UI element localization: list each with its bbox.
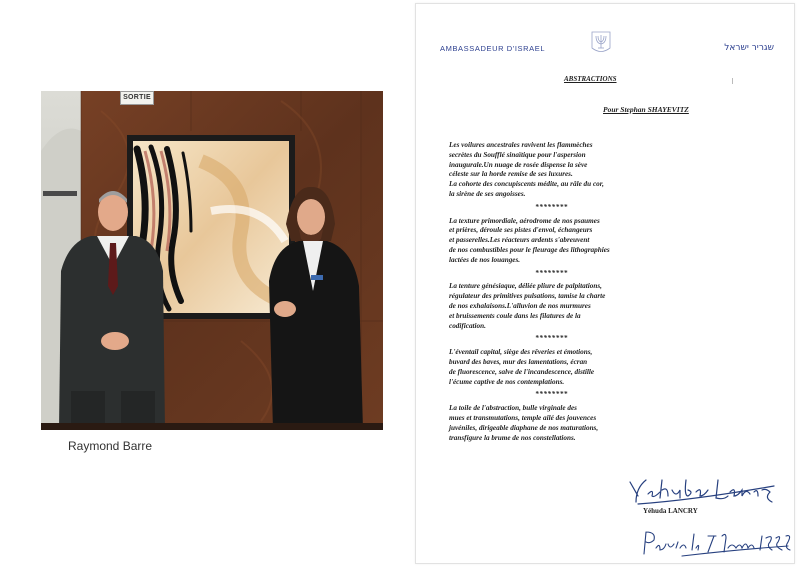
- stanza-separator: ********: [535, 334, 568, 343]
- stanza-4: [449, 348, 654, 387]
- exit-sign: SORTIE: [120, 91, 154, 105]
- poem-line: et prières, déroule ses pistes d'envol, échangeurs: [449, 226, 593, 235]
- poem-line: de nos combustibles pour le fleurage des lithographies: [449, 245, 610, 254]
- stanza-3: [449, 282, 654, 331]
- poem-line: secrètes du Soufflé sinaïtique pour l'aspersion: [449, 150, 586, 159]
- poem-title: ABSTRACTIONS: [564, 75, 617, 83]
- poem-line: La toile de l'abstraction, bulle virginale des: [449, 404, 577, 413]
- letter-page: [415, 3, 795, 564]
- poem-line: lactées de nos louanges.: [449, 255, 521, 264]
- handwritten-place-date: [642, 526, 792, 560]
- margin-mark: [732, 78, 733, 84]
- signer-name: Yéhuda LANCRY: [643, 507, 698, 515]
- photo-scene: [41, 91, 383, 430]
- photo-caption: Raymond Barre: [68, 439, 153, 453]
- stanza-2: [449, 217, 654, 266]
- poem-line: L'éventail capital, siège des rêveries et émotions,: [449, 348, 593, 357]
- poem-line: inaugurale.Un nuage de rosée dispense la sève: [449, 160, 588, 169]
- letterhead-right: שגריר ישראל: [724, 43, 774, 53]
- poem-line: de nos exhalaisons.L'alluvion de nos murmures: [449, 301, 591, 310]
- poem-line: buvard des baves, mur des lamentations, écran: [449, 357, 588, 366]
- poem-body: [449, 141, 654, 443]
- poem-line: juvéniles, dirigeable diaphane de nos maturations,: [449, 423, 599, 432]
- poem-line: codification.: [449, 321, 486, 330]
- poem-line: La tenture génésiaque, déliée pliure de palpitations,: [449, 282, 602, 291]
- poem-dedication: Pour Stephan SHAYEVITZ: [603, 105, 689, 114]
- poem-line: La cohorte des concupiscents médite, au râle du cor,: [449, 180, 604, 189]
- poem-line: et bruissements coule dans les filatures de la: [449, 311, 581, 320]
- poem-line: transfigure la brume de nos constellations.: [449, 433, 576, 442]
- stanza-1: [449, 141, 654, 200]
- poem-line: mues et transmutations, temple ailé des jouvences: [449, 413, 597, 422]
- poem-line: Les voilures ancestrales ravivent les flammèches: [449, 141, 593, 149]
- handwritten-signature: [624, 474, 784, 508]
- poem-line: la sirène de ses angoisses.: [449, 189, 526, 198]
- poem-line: et passerelles.Les réacteurs ardents s'abreuvent: [449, 236, 590, 245]
- photograph: [41, 91, 383, 430]
- poem-line: l'écume captive de nos contemplations.: [449, 377, 565, 386]
- stanza-5: [449, 404, 654, 443]
- poem-line: régulateur des primitives pulsations, tamise la charte: [449, 292, 606, 301]
- menorah-emblem-icon: [588, 28, 614, 56]
- stanza-separator: ********: [535, 390, 568, 399]
- poem-line: La texture primordiale, aérodrome de nos psaumes: [449, 216, 600, 225]
- poem-line: de fluorescence, salve de l'incandescence, distille: [449, 367, 595, 376]
- stanza-separator: ********: [535, 268, 568, 277]
- stanza-separator: ********: [535, 202, 568, 211]
- letterhead-left: AMBASSADEUR D'ISRAEL: [440, 44, 546, 53]
- poem-line: céleste sur la horde remise de ses luxures.: [449, 170, 573, 179]
